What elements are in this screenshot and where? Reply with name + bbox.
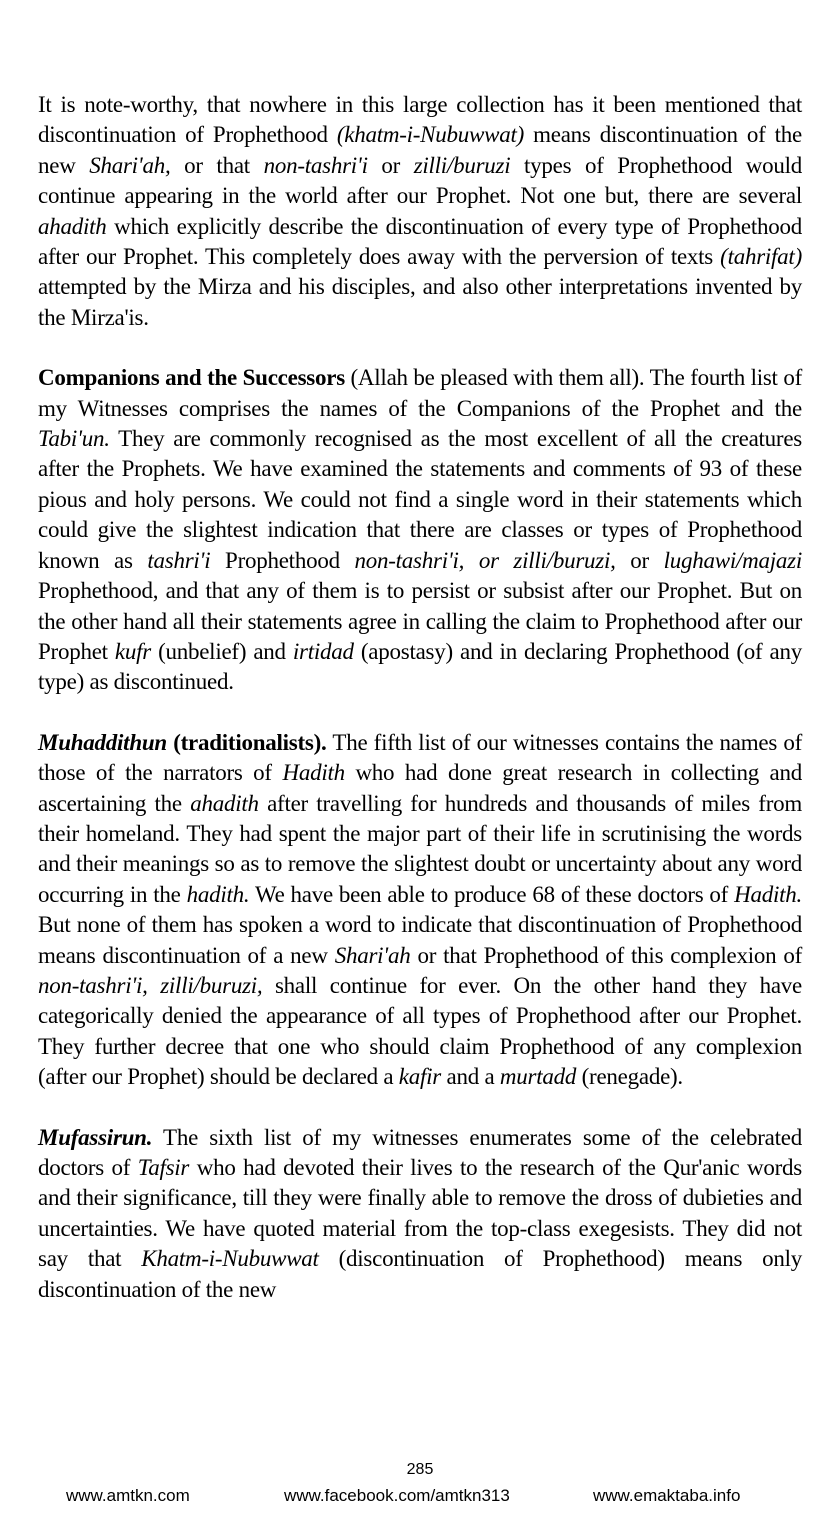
text-run: (renegade). [576,1064,683,1090]
paragraph [38,728,802,1093]
text-run: But none of them has spoken a word to indicate that discontinuation of Prophethood means discontinuation of a new [38,912,802,968]
text-run: We have been able to produce 68 of these doctors of [249,881,735,907]
text-run: Mufassirun. [38,1124,153,1150]
text-run: ahadith [190,790,259,816]
text-run: who had devoted their lives to the research of the Qur'anic words and their significance, till they were finally able to remove the dross of dubieties and uncertainties. We have quoted material from the top-class exegesists. They did not say that [38,1155,802,1272]
text-run: ahadith [38,213,107,239]
text-run: who had done great research in collecting and ascertaining the [38,760,803,816]
text-run: Khatm-i-Nubuwwat [141,1246,319,1272]
paragraph [38,363,802,697]
text-run: (unbelief) and [150,638,293,664]
text-run: (khatm-i-Nubuwwat) [336,122,524,148]
text-run: or that [170,152,264,178]
footer-link-emaktaba[interactable]: www.emaktaba.info [593,1486,741,1505]
text-run: (apostasy) and in declaring Prophethood (of any type) as discontinued. [38,638,802,695]
text-run: murtadd [499,1064,577,1090]
text-run: which explicitly describe the discontinuation of every type of Prophethood after our Prophet. This completely does away with the perversion of texts [38,213,802,270]
text-run: It is note-worthy, that nowhere in this large collection has it been mentioned that discontinuation of Prophethood [38,92,802,148]
text-run: or [615,547,664,573]
text-run [38,730,167,755]
text-run: (discontinuation of Prophethood) means only discontinuation of the new [38,1246,802,1302]
text-run: non-tashri'i [263,152,368,178]
text-run [38,1125,152,1150]
text-run: attempted by the Mirza and his disciples, and also other interpretations invented by the Mirza'is. [38,274,802,330]
paragraph [38,90,802,333]
text-run: Hadith [282,760,345,786]
text-run: or [367,152,414,178]
text-run: kufr [114,638,151,664]
text-run: Companions and the Successors [38,365,345,391]
text-run: tashri'i [147,547,211,573]
text-run: Prophethood, and that any of them is to persist or subsist after our Prophet. But on the other hand all their statements agree in calling the claim to Prophethood after our Prophet [38,578,802,664]
text-run: The fifth list of our witnesses contains the names of those of the narrators of [38,729,802,786]
text-run: Shari'ah [334,942,411,968]
text-run: or that Prophethood of this complexion of [410,942,802,968]
text-run: shall continue for ever. On the other hand they have categorically denied the appearance of all types of Prophethood after our Prophet. They further decree that one who should claim Prophethood of any complexion (after our Prophet) should be declared a [38,972,803,1090]
text-run: non-tashri'i, zilli/buruzi, [38,972,263,998]
paragraph [38,1123,802,1305]
text-run: (traditionalists). [166,729,327,755]
text-run: zilli/buruzi [413,152,511,178]
text-run: non-tashri'i, or zilli/buruzi, [354,547,616,573]
text-run: lughawi/majazi [663,547,802,573]
page-body [38,90,802,1305]
text-run: Prophethood [210,547,355,573]
text-run: means discontinuation of the new [38,122,802,178]
text-run: irtidad [292,638,354,664]
text-run: types of Prophethood would continue appearing in the world after our Prophet. Not one but, there are several [38,152,802,209]
page-number: 285 [406,1461,434,1478]
footer-link-facebook[interactable]: www.facebook.com/amtkn313 [284,1486,510,1505]
text-run: (Allah be pleased with them all). The fourth list of my Witnesses comprises the names of the Companions of the Prophet and the [38,365,802,421]
text-run: (tahrifat) [720,244,802,270]
text-run: hadith. [186,881,250,907]
text-run: The sixth list of my witnesses enumerates some of the celebrated doctors of [38,1124,802,1180]
text-run: Tafsir [137,1155,190,1180]
text-run: Muhaddithun [38,729,167,755]
text-run: Tabi'un. [38,426,110,452]
text-run: after travelling for hundreds and thousands of miles from their homeland. They had spent the major part of their life in scrutinising the words and their meanings so as to remove the slightest doubt or uncertainty about any word occurring in the [38,790,802,907]
text-run: Shari'ah, [89,152,171,178]
footer-links [0,1486,840,1510]
text-run: kafir [398,1064,441,1090]
footer-link-amtkn[interactable]: www.amtkn.com [66,1486,190,1505]
text-run: They are commonly recognised as the most excellent of all the creatures after the Prophets. We have examined the statements and comments of 93 of these pious and holy persons. We could not find a single word in their statements which could give the slightest indication that there are classes or types of Prophethood known as [38,426,802,573]
text-run: Hadith. [734,881,802,907]
text-run: and a [441,1064,500,1090]
